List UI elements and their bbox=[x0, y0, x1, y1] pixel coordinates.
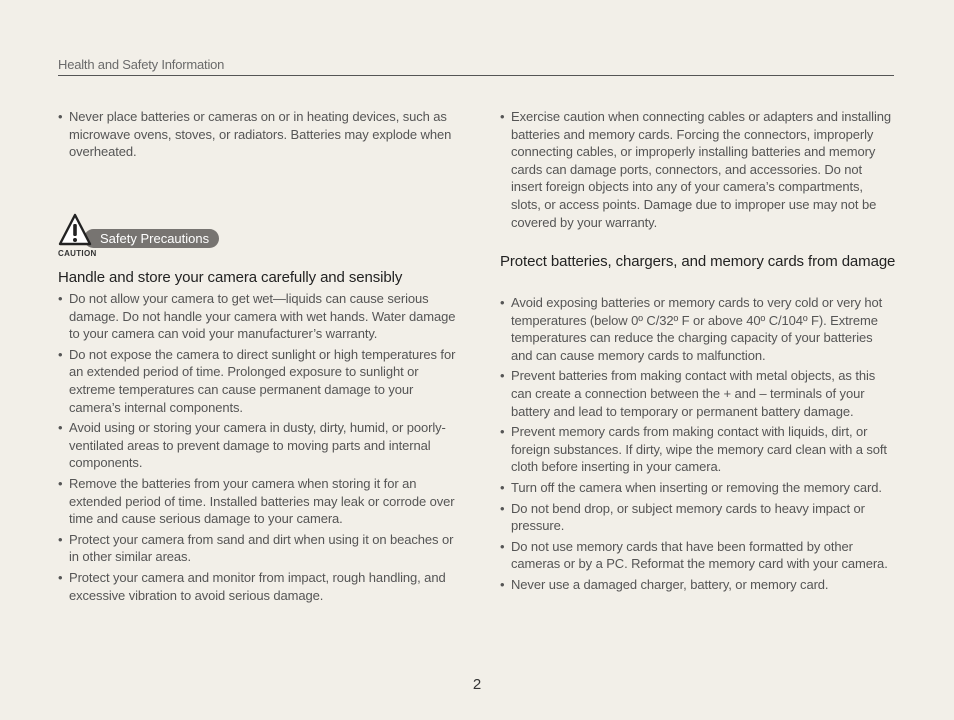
list-item: • Do not use memory cards that have been formatted by other cameras or by a PC. Reformat the memory card with your camera. bbox=[500, 538, 896, 573]
caution-badge bbox=[58, 213, 258, 259]
section-heading-handle: Handle and store your camera carefully and sensibly bbox=[58, 269, 403, 286]
list-item: • Exercise caution when connecting cables or adapters and installing batteries and memory cards. Forcing the connectors, improperly connecting cables, or improperly installing batteries and memory cards can damage ports, connectors, and accessories. Do not insert foreign objects into any of your camera’s compartments, slots, or access points. Damage due to improper use may not be covered by your warranty. bbox=[500, 108, 896, 231]
section-heading-protect: Protect batteries, chargers, and memory cards from damage bbox=[500, 253, 896, 270]
list-item: • Avoid using or storing your camera in dusty, dirty, humid, or poorly-ventilated areas to prevent damage to moving parts and internal components. bbox=[58, 419, 458, 472]
list-item: • Protect your camera from sand and dirt when using it on beaches or in other similar areas. bbox=[58, 531, 458, 566]
list-item: • Turn off the camera when inserting or removing the memory card. bbox=[500, 479, 896, 497]
section-pill-label: Safety Precautions bbox=[84, 229, 219, 248]
caution-word: CAUTION bbox=[58, 249, 97, 258]
page-number: 2 bbox=[472, 676, 482, 693]
caution-triangle-icon bbox=[58, 213, 92, 247]
handle-list bbox=[58, 290, 458, 607]
running-header: Health and Safety Information bbox=[58, 57, 894, 76]
list-item: • Remove the batteries from your camera when storing it for an extended period of time. Installed batteries may leak or corrode over time and cause serious damage to your camera. bbox=[58, 475, 458, 528]
list-item: • Prevent batteries from making contact with metal objects, as this can create a connection between the + and – terminals of your battery and lead to temporary or permanent battery damage. bbox=[500, 367, 896, 420]
list-item: • Prevent memory cards from making contact with liquids, dirt, or foreign substances. If dirty, wipe the memory card clean with a soft cloth before inserting in your camera. bbox=[500, 423, 896, 476]
list-item: • Protect your camera and monitor from impact, rough handling, and excessive vibration to avoid serious damage. bbox=[58, 569, 458, 604]
protect-list bbox=[500, 294, 896, 597]
list-item: • Do not expose the camera to direct sunlight or high temperatures for an extended period of time. Prolonged exposure to sunlight or extreme temperatures can cause permanent damage to your camera’s internal components. bbox=[58, 346, 458, 416]
list-item: • Never place batteries or cameras on or in heating devices, such as microwave ovens, stoves, or radiators. Batteries may explode when overheated. bbox=[58, 108, 458, 161]
right-top-list bbox=[500, 108, 896, 234]
list-item: • Do not allow your camera to get wet—liquids can cause serious damage. Do not handle your camera with wet hands. Water damage to your camera can void your manufacturer’s warranty. bbox=[58, 290, 458, 343]
left-top-list bbox=[58, 108, 458, 164]
list-item: • Never use a damaged charger, battery, or memory card. bbox=[500, 576, 896, 594]
list-item: • Do not bend drop, or subject memory cards to heavy impact or pressure. bbox=[500, 500, 896, 535]
list-item: • Avoid exposing batteries or memory cards to very cold or very hot temperatures (below 0º C/32º F or above 40º C/104º F). Extreme temperatures can reduce the charging capacity of your batteries and can cause memory cards to malfunction. bbox=[500, 294, 896, 364]
